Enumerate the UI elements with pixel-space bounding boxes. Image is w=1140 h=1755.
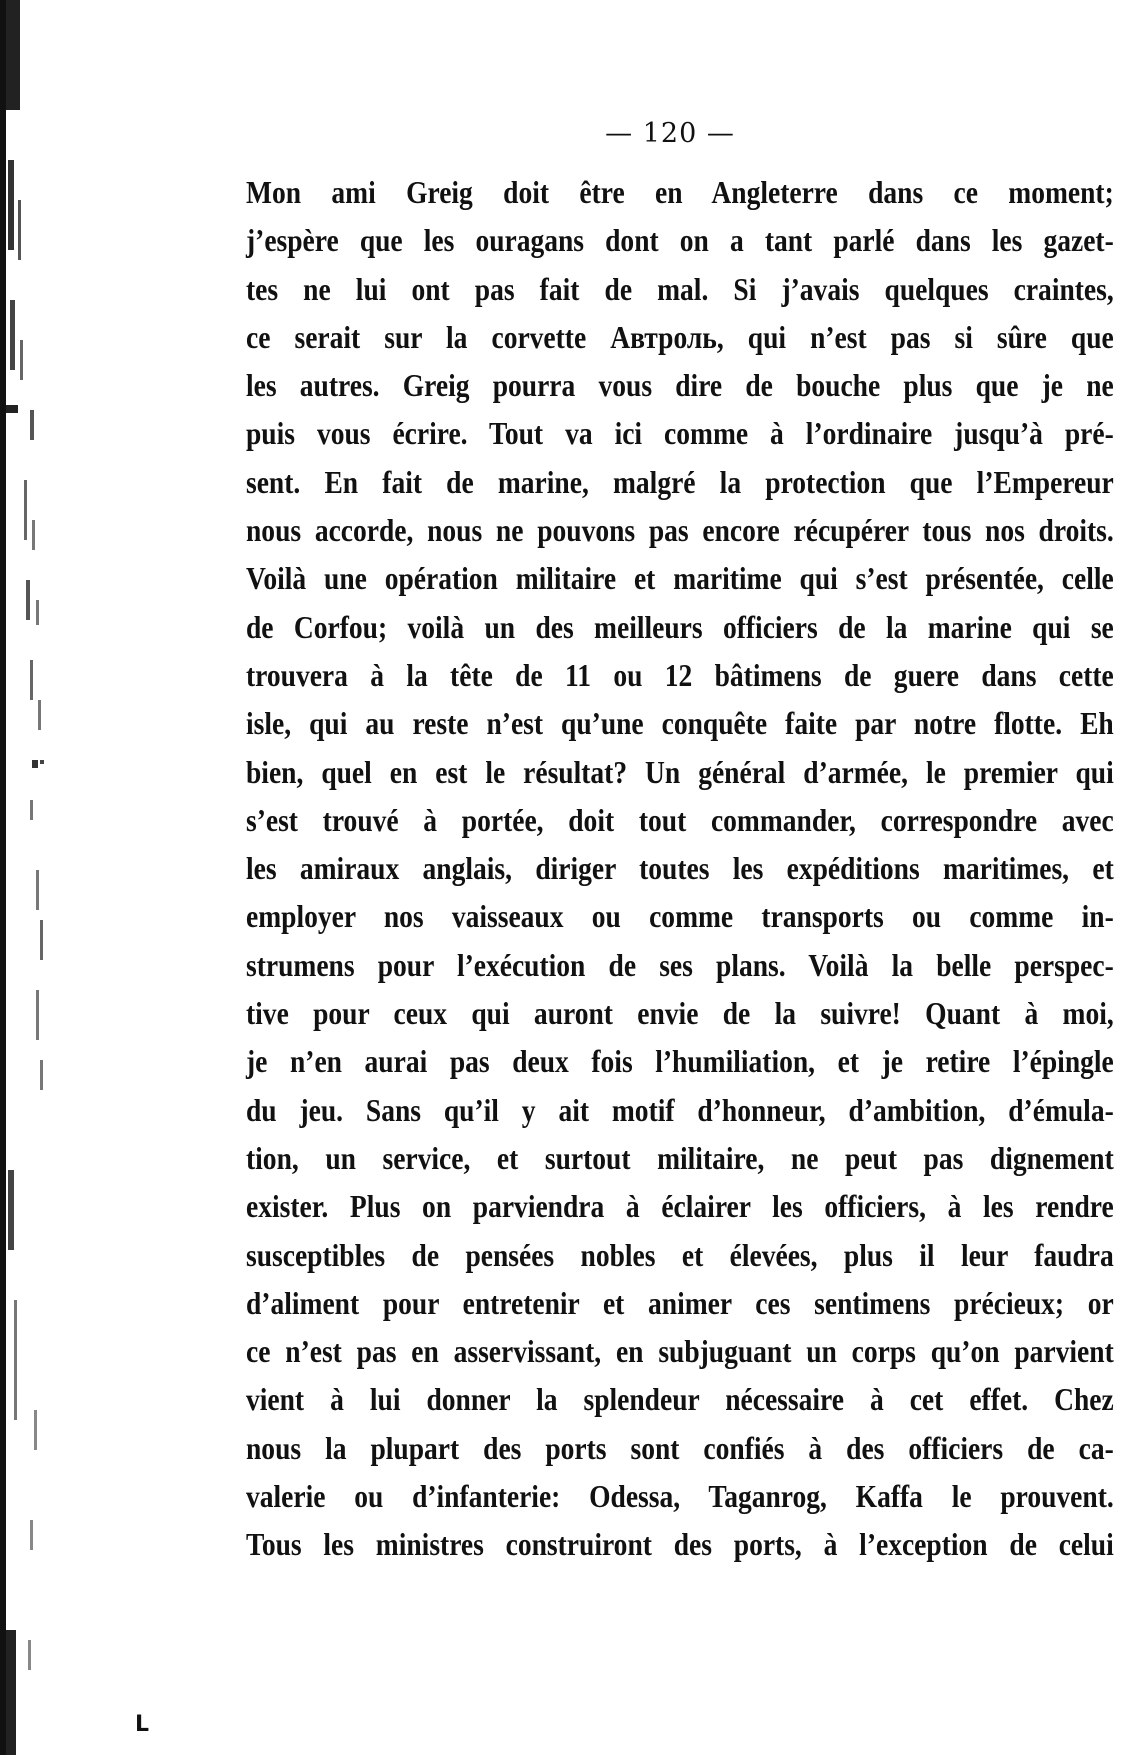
text-line: ce n’est pas en asservissant, en subjuguant un corps qu’on parvient [246,1333,1114,1370]
text-line: exister. Plus on parviendra à éclairer les officiers, à les rendre [246,1188,1114,1225]
text-line: bien, quel en est le résultat? Un général d’armée, le premier qui [246,753,1114,790]
text-line: d’aliment pour entretenir et animer ces sentimens précieux; or [246,1284,1114,1321]
text-line: susceptibles de pensées nobles et élevées, plus il leur faudra [246,1236,1114,1273]
text-line: nous la plupart des ports sont confiés à des officiers de ca- [246,1429,1114,1466]
text-line: tion, un service, et surtout militaire, ne peut pas dignement [246,1139,1114,1176]
text-line: Voilà une opération militaire et maritime qui s’est présentée, celle [246,560,1114,597]
text-line: puis vous écrire. Tout va ici comme à l’ordinaire jusqu’à pré- [246,415,1114,452]
text-line: employer nos vaisseaux ou comme transports ou comme in- [246,898,1114,935]
text-line: valerie ou d’infanterie: Odessa, Taganrog, Kaffa le prouvent. [246,1478,1114,1515]
text-line: du jeu. Sans qu’il y ait motif d’honneur, d’ambition, d’émula- [246,1091,1114,1128]
text-line: tes ne lui ont pas fait de mal. Si j’avais quelques craintes, [246,270,1114,307]
page-number: — 120 — [605,118,735,149]
text-line: s’est trouvé à portée, doit tout commander, correspondre avec [246,801,1114,838]
text-line: les autres. Greig pourra vous dire de bouche plus que je ne [246,367,1114,404]
text-line: sent. En fait de marine, malgré la protection que l’Empereur [246,463,1114,500]
text-line: j’espère que les ouragans dont on a tant parlé dans les gazet- [246,222,1114,259]
text-line: tive pour ceux qui auront envie de la suivre! Quant à moi, [246,995,1114,1032]
text-line: de Corfou; voilà un des meilleurs officiers de la marine qui se [246,608,1114,645]
gutter-scan-marks [0,0,60,1755]
text-line: vient à lui donner la splendeur nécessaire à cet effet. Chez [246,1381,1114,1418]
text-line: trouvera à la tête de 11 ou 12 bâtimens de guere dans cette [246,656,1114,693]
text-line: ce serait sur la corvette Автроль, qui n’est pas si sûre que [246,318,1114,355]
body-text [246,168,1114,1569]
footer-scan-mark: L [135,1712,150,1737]
text-line: Tous les ministres construiront des ports, à l’exception de celui [246,1526,1114,1563]
text-line: isle, qui au reste n’est qu’une conquête faite par notre flotte. Eh [246,705,1114,742]
text-line: je n’en aurai pas deux fois l’humiliation, et je retire l’épingle [246,1043,1114,1080]
text-line: strumens pour l’exécution de ses plans. Voilà la belle perspec- [246,946,1114,983]
text-line: Mon ami Greig doit être en Angleterre dans ce moment; [246,174,1114,210]
text-line: les amiraux anglais, diriger toutes les expéditions maritimes, et [246,850,1114,887]
text-line: nous accorde, nous ne pouvons pas encore récupérer tous nos droits. [246,512,1114,549]
